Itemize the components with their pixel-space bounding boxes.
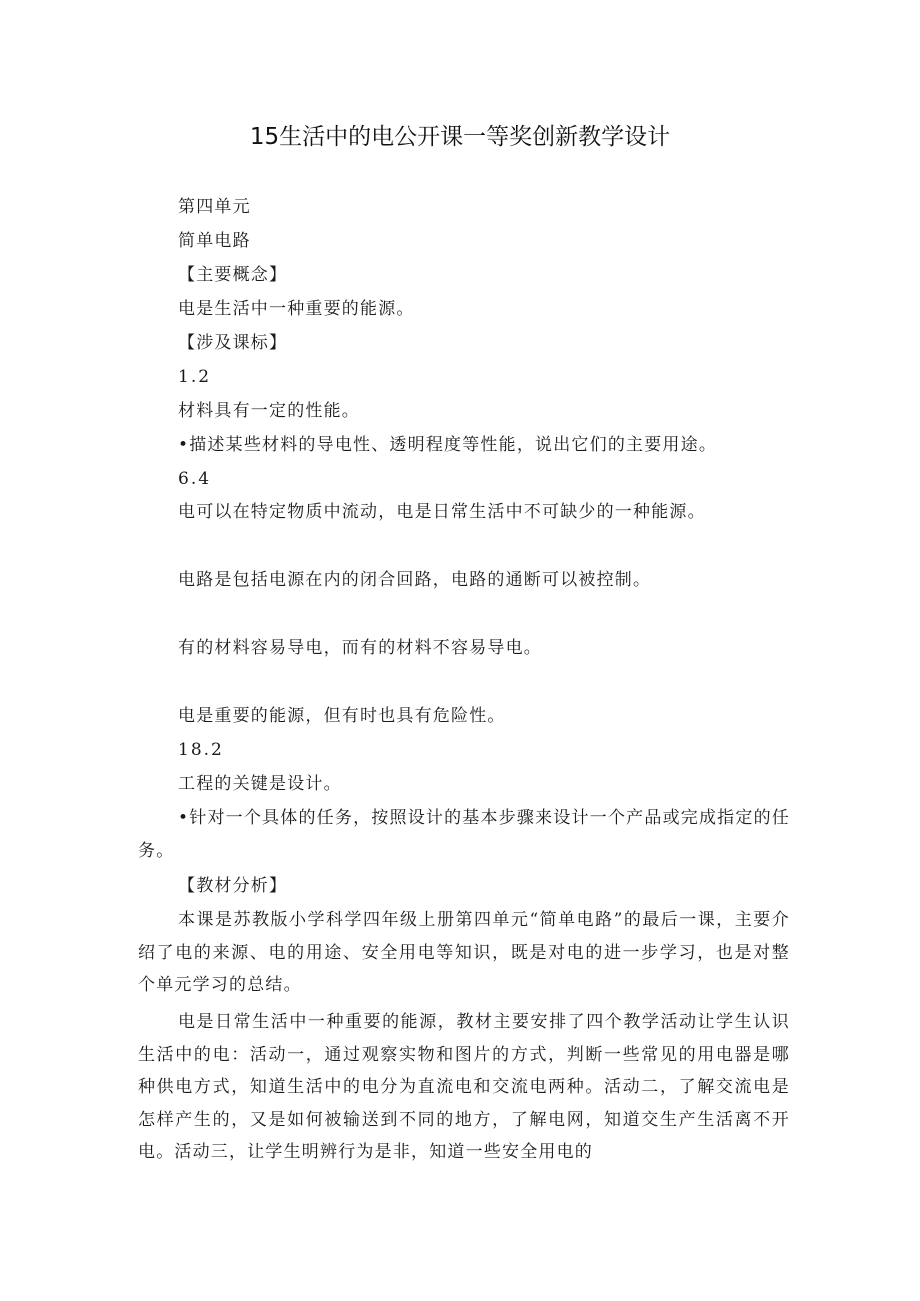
analysis-heading: 【教材分析】 xyxy=(178,876,288,896)
standard-1-2-text: 材料具有一定的性能。 xyxy=(178,401,360,421)
analysis-paragraph-2: 电是日常生活中一种重要的能源，教材主要安排了四个教学活动让学生认识生活中的电：活动一，通过观察实物和图片的方式，判断一些常见的用电器是哪种供电方式，知道生活中的电分为直流电和交流电两种。活动二，了解交流电是怎样产生的，又是如何被输送到不同的地方，了解电网，知道交生产生活离不开电。活动三，让学生明辨行为是非，知道一些安全用电的 xyxy=(138,1012,790,1162)
standard-6-4-text-b: 电路是包括电源在内的闭合回路，电路的通断可以被控制。 xyxy=(178,570,652,590)
standard-number-6-4: 6.4 xyxy=(178,469,212,489)
standard-number-1-2: 1.2 xyxy=(178,367,212,387)
standard-number-18-2: 18.2 xyxy=(178,740,224,760)
standard-heading: 【涉及课标】 xyxy=(178,333,288,353)
standard-6-4-text-a: 电可以在特定物质中流动，电是日常生活中不可缺少的一种能源。 xyxy=(178,502,706,522)
standard-6-4-text-c: 有的材料容易导电，而有的材料不容易导电。 xyxy=(178,638,542,658)
standard-1-2-bullet: •描述某些材料的导电性、透明程度等性能，说出它们的主要用途。 xyxy=(178,435,718,455)
concept-text: 电是生活中一种重要的能源。 xyxy=(178,299,415,319)
standard-6-4-text-d: 电是重要的能源，但有时也具有危险性。 xyxy=(178,706,506,726)
document-title: 15生活中的电公开课一等奖创新教学设计 xyxy=(249,124,671,150)
unit-label: 第四单元 xyxy=(178,197,251,217)
standard-18-2-text: 工程的关键是设计。 xyxy=(178,774,342,794)
standard-18-2-bullet: •针对一个具体的任务，按照设计的基本步骤来设计一个产品或完成指定的任务。 xyxy=(138,808,790,861)
concept-heading: 【主要概念】 xyxy=(178,265,288,285)
analysis-paragraph-1: 本课是苏教版小学科学四年级上册第四单元“简单电路”的最后一课，主要介绍了电的来源、电的用途、安全用电等知识，既是对电的进一步学习，也是对整个单元学习的总结。 xyxy=(138,910,790,995)
unit-name: 简单电路 xyxy=(178,231,251,251)
